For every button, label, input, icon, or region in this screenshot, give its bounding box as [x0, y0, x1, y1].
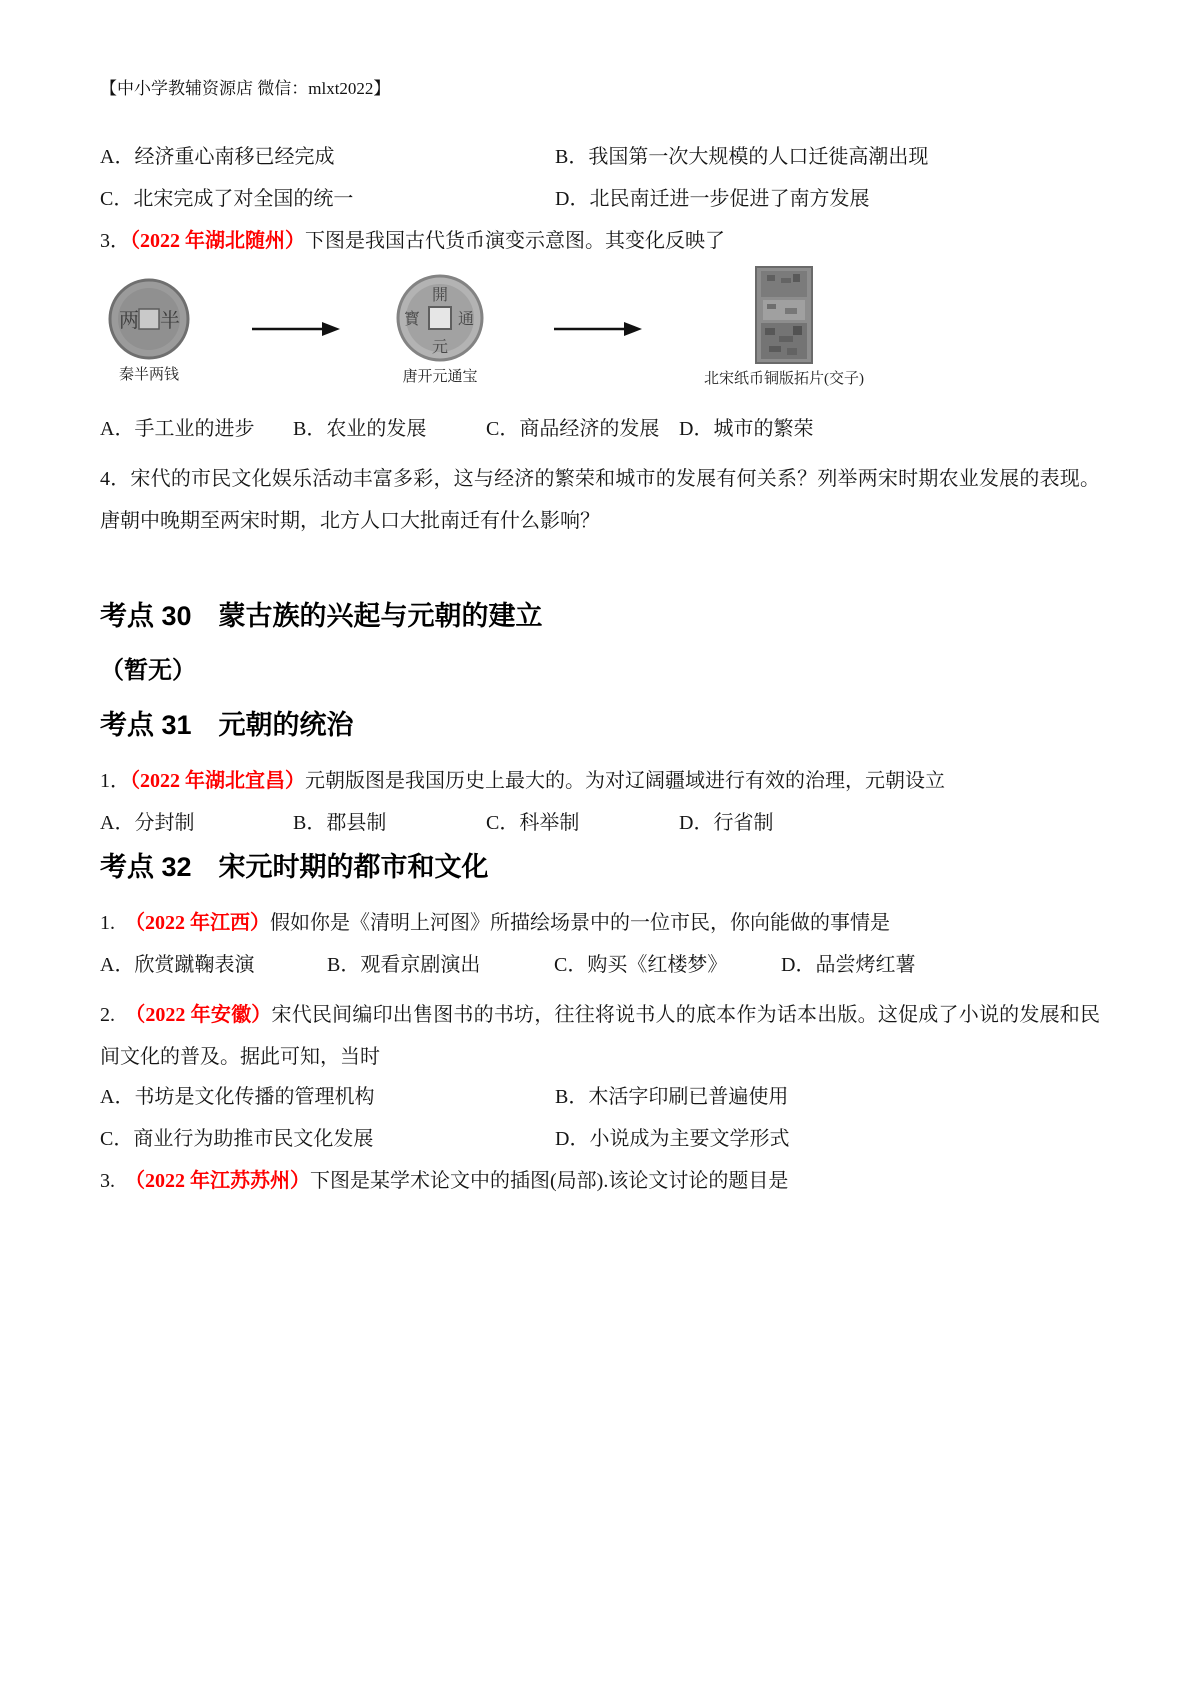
- section32-q2-options-row-ab: [100, 1084, 1100, 1110]
- section32-q2-option-d: D．小说成为主要文学形式: [555, 1128, 790, 1150]
- section32-q1-option-d: D．品尝烤红薯: [781, 954, 916, 976]
- question3-option-c: C．商品经济的发展: [486, 418, 660, 440]
- section-heading-kaodian-31: [100, 708, 1100, 742]
- section32-q2-number: 2.: [100, 1004, 115, 1026]
- question2-options-row-cd: [100, 186, 1100, 212]
- section32-q1-number: 1.: [100, 912, 115, 934]
- section30-note: [100, 656, 1100, 686]
- coin-character: 半: [160, 310, 180, 332]
- question2-option-c: C．北宋完成了对全国的统一: [100, 188, 354, 210]
- section32-q2-source: （2022 年安徽）: [125, 1004, 272, 1026]
- section31-q1-number: 1．: [100, 770, 130, 792]
- section32-q2-options-row-cd: [100, 1126, 1100, 1152]
- question2-option-a: A．经济重心南移已经完成: [100, 146, 335, 168]
- coin-character: 寳: [404, 311, 421, 328]
- tang-kaiyuan-coin-image: [396, 274, 484, 362]
- section31-q1-stem-line: [100, 768, 1100, 794]
- arrow-icon: [554, 320, 642, 344]
- watermark-header: [100, 78, 1100, 100]
- question4-paragraph: 4．宋代的市民文化娱乐活动丰富多彩，这与经济的繁荣和城市的发展有何关系？列举两宋时期农业发展的表现。唐朝中晚期至两宋时期，北方人口大批南迁有什么影响？: [100, 468, 1100, 532]
- question2-option-b: B．我国第一次大规模的人口迁徙高潮出现: [555, 146, 929, 168]
- section32-q1-options: [100, 952, 1100, 978]
- qin-coin-figure: [108, 278, 190, 385]
- tang-coin-caption: 唐开元通宝: [402, 369, 478, 385]
- section32-title: 考点 32 宋元时期的都市和文化: [100, 852, 489, 882]
- jiaozi-plate-caption: 北宋纸币铜版拓片(交子): [704, 371, 864, 387]
- section32-q2-stem-text: 宋代民间编印出售图书的书坊，往往将说书人的底本作为话本出版。这促成了小说的发展和民间文化的普及。据此可知，当时: [100, 1004, 1101, 1068]
- section32-q2-option-b: B．木活字印刷已普遍使用: [555, 1086, 789, 1108]
- section30-note-text: （暂无）: [100, 657, 196, 684]
- section32-q1-source: （2022 年江西）: [125, 912, 270, 934]
- watermark-text: 【中小学教辅资源店 微信：mlxt2022】: [100, 79, 391, 98]
- jiaozi-plate-figure: [704, 266, 864, 389]
- question3-options: [100, 416, 1100, 442]
- section31-q1-option-a: A．分封制: [100, 812, 195, 834]
- section32-q3-number: 3.: [100, 1170, 115, 1192]
- section32-q1-option-a: A．欣赏蹴鞠表演: [100, 954, 255, 976]
- coin-character: 開: [432, 287, 449, 304]
- qin-coin-caption: 秦半两钱: [118, 367, 179, 383]
- question3-option-a: A．手工业的进步: [100, 418, 255, 440]
- section32-q1-option-b: B．观看京剧演出: [327, 954, 481, 976]
- question4-text: [100, 458, 1100, 542]
- coin-character: 通: [458, 311, 475, 328]
- section31-title: 考点 31 元朝的统治: [100, 710, 354, 740]
- qin-banliang-coin-image: [108, 278, 190, 360]
- question3-number: 3．: [100, 230, 130, 252]
- section32-q3-stem: 下图是某学术论文中的插图(局部).该论文讨论的题目是: [310, 1170, 789, 1192]
- question3-stem: 下图是我国古代货币演变示意图。其变化反映了: [305, 230, 725, 252]
- section32-q3-stem-line: [100, 1168, 1100, 1194]
- question3-source: （2022 年湖北随州）: [130, 230, 305, 252]
- currency-evolution-figure: [100, 266, 1100, 390]
- question3-option-d: D．城市的繁荣: [679, 418, 814, 440]
- question2-options-row-ab: [100, 144, 1100, 170]
- coin-character: 两: [119, 310, 139, 332]
- section32-q3-source: （2022 年江苏苏州）: [125, 1170, 310, 1192]
- coin-character: 元: [432, 339, 449, 356]
- section31-q1-source: （2022 年湖北宜昌）: [130, 770, 305, 792]
- section32-q1-stem-line: [100, 910, 1100, 936]
- section-heading-kaodian-32: [100, 850, 1100, 884]
- section31-q1-stem: 元朝版图是我国历史上最大的。为对辽阔疆域进行有效的治理，元朝设立: [305, 770, 945, 792]
- section32-q1-stem: 假如你是《清明上河图》所描绘场景中的一位市民，你向能做的事情是: [270, 912, 890, 934]
- tang-coin-figure: [396, 274, 484, 387]
- section31-q1-option-d: D．行省制: [679, 812, 774, 834]
- section32-q2-option-c: C．商业行为助推市民文化发展: [100, 1128, 374, 1150]
- section-heading-kaodian-30: [100, 598, 1100, 634]
- section30-title: 考点 30 蒙古族的兴起与元朝的建立: [100, 601, 543, 631]
- section32-q2-stem: [100, 994, 1100, 1078]
- question3-stem-line: [100, 228, 1100, 254]
- arrow-icon: [252, 320, 340, 344]
- section32-q1-option-c: C．购买《红楼梦》: [554, 954, 728, 976]
- question2-option-d: D．北民南迁进一步促进了南方发展: [555, 188, 870, 210]
- section31-q1-options: [100, 810, 1100, 836]
- section31-q1-option-c: C．科举制: [486, 812, 580, 834]
- section32-q2-option-a: A．书坊是文化传播的管理机构: [100, 1086, 375, 1108]
- question3-option-b: B．农业的发展: [293, 418, 427, 440]
- section31-q1-option-b: B．郡县制: [293, 812, 387, 834]
- song-banknote-plate-image: [755, 266, 813, 364]
